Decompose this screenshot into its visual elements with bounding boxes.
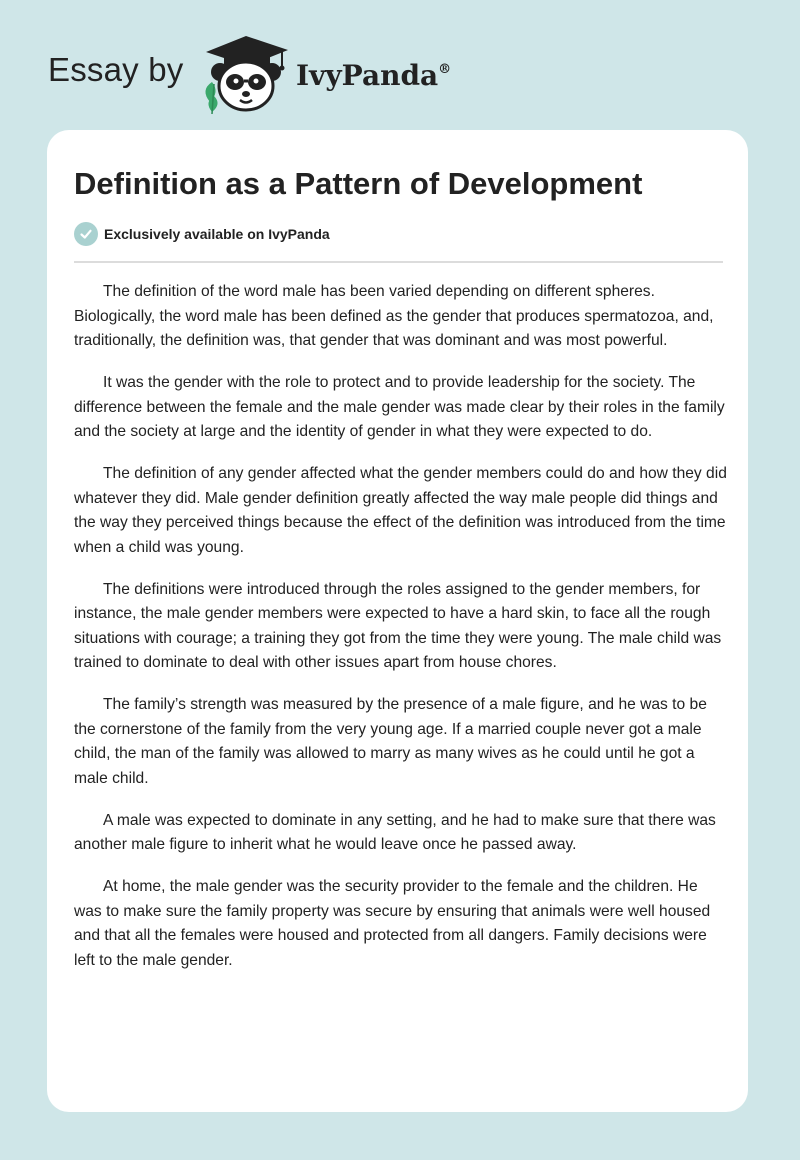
essay-card xyxy=(47,130,748,1112)
essay-body xyxy=(74,280,729,991)
paragraph: The family’s strength was measured by the presence of a male figure, and he was to be the cornerstone of the family from the very young age. If a married couple never got a male child, the man of the family was allowed to marry as many wives as he could until he got a male child. xyxy=(74,696,707,787)
paragraph: It was the gender with the role to protect and to provide leadership for the society. The difference between the female and the male gender was made clear by their roles in the family and the society at large and the identity of gender in what they were expected to do. xyxy=(74,374,725,440)
paragraph: The definition of the word male has been varied depending on different spheres. Biologically, the word male has been defined as the gender that produces spermatozoa, and, traditionally, the definition was, that gender that was dominant and was most powerful. xyxy=(74,283,714,349)
panda-logo-icon[interactable] xyxy=(198,32,294,114)
exclusive-badge xyxy=(74,222,330,246)
site-header xyxy=(0,0,800,120)
registered-mark: ® xyxy=(438,62,452,77)
paragraph: At home, the male gender was the security provider to the female and the children. He was to make sure the family property was secure by ensuring that animals were well housed and that all the females were housed and protected from all dangers. Family decisions were left to the male gender. xyxy=(74,878,711,969)
check-circle-icon xyxy=(74,222,98,246)
paragraph: A male was expected to dominate in any setting, and he had to make sure that there was another male figure to inherit what he would leave once he passed away. xyxy=(74,811,716,853)
exclusive-badge-label: Exclusively available on IvyPanda xyxy=(104,226,330,242)
brand-text: IvyPanda xyxy=(296,59,439,92)
brand-name[interactable] xyxy=(296,52,451,94)
page-title: Definition as a Pattern of Development xyxy=(74,166,643,201)
essay-by-label: Essay by xyxy=(48,51,184,88)
paragraph: The definition of any gender affected what the gender members could do and how they did whatever they did. Male gender definition greatly affected the way male people did things and the way they perceived things because the effect of the definition was introduced from the time when a child was young. xyxy=(74,465,727,556)
paragraph: The definitions were introduced through the roles assigned to the gender members, for instance, the male gender members were expected to have a hard skin, to face all the rough situations with courage; a training they got from the time they were young. The male child was trained to dominate to deal with other issues apart from house chores. xyxy=(74,580,722,671)
divider xyxy=(74,261,723,263)
